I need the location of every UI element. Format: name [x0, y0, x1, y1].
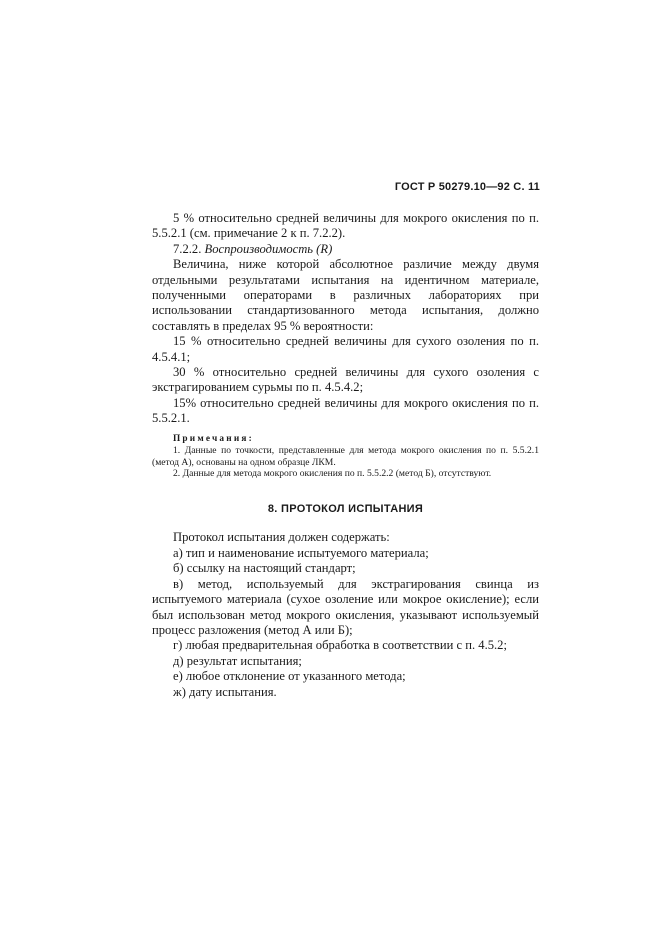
paragraph-dry-ashing-antimony: 30 % относительно средней величины для сухого озоления с экстрагированием сурьмы по п. 4.5.4.2; — [152, 365, 539, 395]
list-item: а) тип и наименование испытуемого материала; — [173, 545, 429, 560]
list-item: е) любое отклонение от указанного метода; — [173, 669, 406, 684]
note-item: 1. Данные по точкости, представленные для метода мокрого окисления по п. 5.5.2.1 (метод А), основаны на одном образце ЛКМ. — [152, 445, 539, 468]
list-item: д) результат испытания; — [173, 653, 302, 668]
notes-block — [152, 434, 539, 480]
heading-number: 7.2.2. — [173, 241, 202, 256]
notes-title: Примечания: — [173, 433, 254, 444]
paragraph-dry-ashing: 15 % относительно средней величины для сухого озоления по п. 4.5.4.1; — [152, 334, 539, 364]
heading-title: Воспроизводимость (R) — [204, 241, 333, 256]
list-item: ж) дату испытания. — [173, 684, 277, 699]
list-item: в) метод, используемый для экстрагирования свинца из испытуемого материала (сухое озоление или мокрое окисление); если был использован метод мокрого окисления, указывают используемый процесс разложения (метод А или Б); — [152, 576, 539, 637]
note-item: 2. Данные для метода мокрого окисления по п. 5.5.2.2 (метод Б), отсутствуют. — [173, 468, 492, 480]
paragraph-repeatability-wet: 5 % относительно средней величины для мокрого окисления по п. 5.5.2.1 (см. примечание 2 к п. 7.2.2). — [152, 211, 539, 241]
report-intro: Протокол испытания должен содержать: — [173, 530, 390, 545]
document-body — [152, 211, 539, 700]
list-item: б) ссылку на настоящий стандарт; — [173, 561, 356, 576]
paragraph-wet-oxidation: 15% относительно средней величины для мокрого окисления по п. 5.5.2.1. — [152, 395, 539, 426]
running-header: ГОСТ Р 50279.10—92 С. 11 — [394, 181, 540, 193]
subsection-heading-7-2-2 — [152, 242, 539, 257]
paragraph-reproducibility-definition: Величина, ниже которой абсолютное различие между двумя отдельными результатами испытания на идентичном материале, полученными операторами в различных лабораториях при использовании стандартизованного метода испытания, должно составлять в пределах 95 % вероятности: — [152, 257, 539, 333]
section-heading-test-report: 8. ПРОТОКОЛ ИСПЫТАНИЯ — [267, 503, 424, 516]
list-item: г) любая предварительная обработка в соответствии с п. 4.5.2; — [173, 638, 507, 653]
